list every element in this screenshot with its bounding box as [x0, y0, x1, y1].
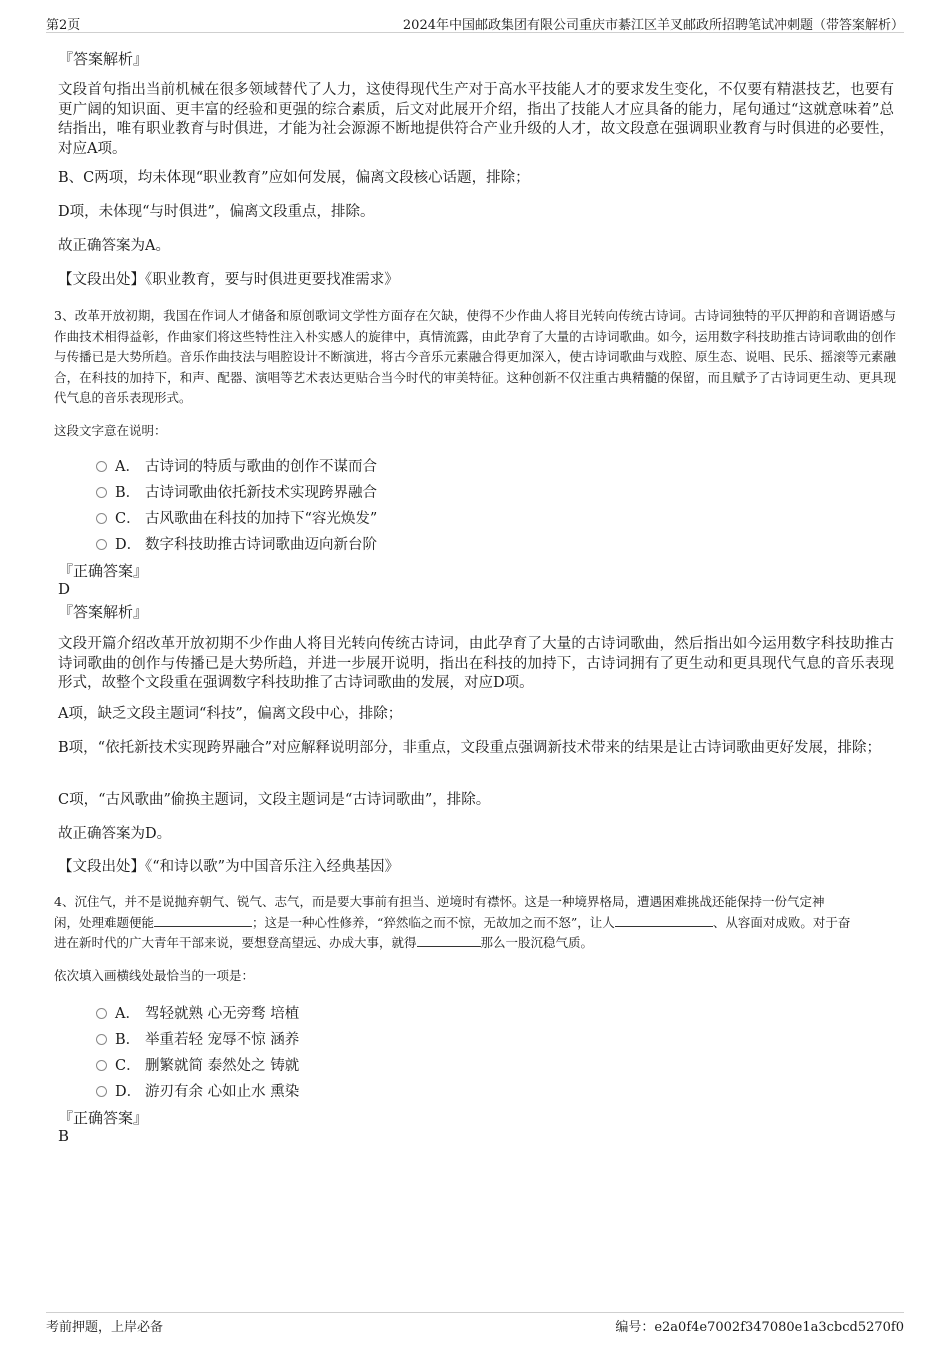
analysis-c: C项，“古风歌曲”偷换主题词，文段主题词是“古诗词歌曲”，排除。	[58, 792, 491, 808]
question-3-text: 3、改革开放初期，我国在作词人才储备和原创歌词文学性方面存在欠缺，使得不少作曲人将目光转向传统古诗词。古诗词独特的平仄押韵和音调语感与作曲技术相得益彰，作曲家们将这些特性注入朴实感人的旋律中，真情流露，由此孕育了大量的古诗词歌曲。如今，运用数字科技助推古诗词歌曲的创作与传播已是大势所趋。音乐作曲技法与唱腔设计不断演进，将古今音乐元素融合得更加深入，使古诗词歌曲与戏腔、原生态、说唱、民乐、摇滚等元素融合，在科技的加持下，和声、配器、演唱等艺术表达更贴合当今时代的审美特征。这种创新不仅注重古典精髓的保留，而且赋予了古诗词更生动、更具现代气息的音乐表现形式。	[54, 308, 896, 405]
radio-icon[interactable]	[96, 461, 107, 472]
question-3-option-d[interactable]: D． 数字科技助推古诗词歌曲迈向新台阶	[96, 533, 377, 553]
analysis-text: 文段首句指出当前机械在很多领域替代了人力，这使得现代生产对于高水平技能人才的要求发生变化，不仅要有精湛技艺，也要有更广阔的知识面、更丰富的经验和更强的综合素质，后文对此展开介绍，指出了技能人才应具备的能力，尾句通过“这就意味着”总结指出，唯有职业教育与时俱进，才能为社会源源不断地提供符合产业升级的人才，故文段意在强调职业教育与时俱进的必要性，对应A项。	[58, 82, 894, 157]
question-4-option-d[interactable]: D． 游刃有余 心如止水 熏染	[96, 1080, 299, 1100]
analysis-conclusion: 故正确答案为D。	[58, 826, 172, 842]
fill-blank-1[interactable]	[154, 914, 252, 927]
radio-icon[interactable]	[96, 513, 107, 524]
analysis-d: D项，未体现“与时俱进”，偏离文段重点，排除。	[58, 204, 375, 220]
question-3-option-a[interactable]: A． 古诗词的特质与歌曲的创作不谋而合	[96, 455, 377, 475]
radio-icon[interactable]	[96, 539, 107, 550]
source-line: 【文段出处】《“和诗以歌”为中国音乐注入经典基因》	[58, 859, 400, 875]
analysis-label: 『答案解析』	[58, 603, 149, 621]
radio-icon[interactable]	[96, 1086, 107, 1097]
analysis-conclusion: 故正确答案为A。	[58, 238, 170, 254]
fill-blank-3[interactable]	[417, 934, 481, 947]
question-4-prompt: 依次填入画横线处最恰当的一项是：	[54, 968, 255, 983]
question-3-prompt: 这段文字意在说明：	[54, 423, 167, 438]
question-4-option-b[interactable]: B． 举重若轻 宠辱不惊 涵养	[96, 1028, 299, 1048]
radio-icon[interactable]	[96, 1008, 107, 1019]
radio-icon[interactable]	[96, 1060, 107, 1071]
radio-icon[interactable]	[96, 1034, 107, 1045]
question-3-option-b[interactable]: B． 古诗词歌曲依托新技术实现跨界融合	[96, 481, 377, 501]
analysis-text: 文段开篇介绍改革开放初期不少作曲人将目光转向传统古诗词，由此孕育了大量的古诗词歌曲，然后指出如今运用数字科技助推古诗词歌曲的创作与传播已是大势所趋，并进一步展开说明，指出在科技的加持下，古诗词拥有了更生动和更具现代气息的音乐表现形式，故整个文段重在强调数字科技助推了古诗词歌曲的发展，对应D项。	[58, 636, 894, 691]
analysis-bc: B、C两项，均未体现“职业教育”应如何发展，偏离文段核心话题，排除；	[58, 170, 530, 186]
question-3-option-c[interactable]: C． 古风歌曲在科技的加持下“容光焕发”	[96, 507, 377, 527]
question-4-text: 4、沉住气，并不是说抛弃朝气、锐气、志气，而是要大事前有担当、逆境时有襟怀。这是一种境界格局，遭遇困难挑战还能保持一份气定神 闲，处理难题便能 ；这是一种心性修养，“猝然临之而不惊，无故加之而不怒”，让人 、从容面对成败。对于奋 进在新时代的广大青年干部来说，要想登高望远、办成大事，就得 那么一股沉稳气质。	[54, 894, 851, 950]
radio-icon[interactable]	[96, 487, 107, 498]
page-footer	[46, 1312, 904, 1337]
page-header	[46, 12, 904, 33]
correct-answer-label: 『正确答案』	[58, 562, 149, 580]
correct-answer: B	[58, 1127, 70, 1145]
analysis-b: B项，“依托新技术实现跨界融合”对应解释说明部分，非重点，文段重点强调新技术带来的结果是让古诗词歌曲更好发展，排除；	[58, 740, 881, 756]
question-4-option-a[interactable]: A． 驾轻就熟 心无旁骛 培植	[96, 1002, 299, 1022]
source-line: 【文段出处】《职业教育，要与时俱进更要找准需求》	[58, 272, 399, 288]
analysis-a: A项，缺乏文段主题词“科技”，偏离文段中心，排除；	[58, 706, 403, 722]
fill-blank-2[interactable]	[615, 914, 713, 927]
analysis-label: 『答案解析』	[58, 50, 149, 68]
document-code: 编号：e2a0f4e7002f347080e1a3cbcd5270f0	[615, 1320, 904, 1335]
correct-answer-label: 『正确答案』	[58, 1109, 149, 1127]
question-4-option-c[interactable]: C． 删繁就简 泰然处之 铸就	[96, 1054, 299, 1074]
document-title: 2024年中国邮政集团有限公司重庆市綦江区羊叉邮政所招聘笔试冲刺题（带答案解析）	[402, 18, 904, 33]
page-number: 第2页	[46, 18, 81, 33]
correct-answer: D	[58, 580, 71, 598]
footer-slogan: 考前押题，上岸必备	[46, 1320, 164, 1335]
